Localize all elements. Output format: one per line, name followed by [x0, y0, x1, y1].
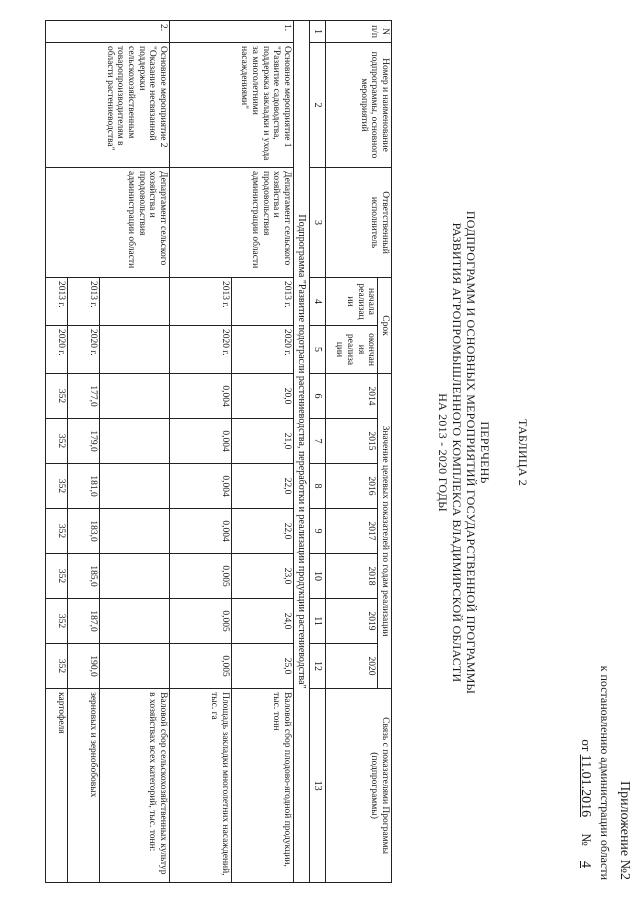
value-cell: 23,0: [232, 554, 294, 599]
value-cell: [100, 509, 170, 554]
value-cell: 190,0: [68, 644, 100, 689]
value-cell: 179,0: [68, 419, 100, 464]
value-cell: 0,005: [170, 599, 232, 644]
col-number: 4: [310, 278, 326, 326]
heading-line1: ПОДПРОГРАММ И ОСНОВНЫХ МЕРОПРИЯТИЙ ГОСУДАРСТВЕННОЙ ПРОГРАММЫ: [464, 210, 478, 695]
value-cell: [100, 464, 170, 509]
table-row: [232, 21, 294, 883]
header-year: 2019: [326, 599, 378, 644]
value-cell: 0,004: [170, 374, 232, 419]
row-num: 1.: [170, 21, 294, 43]
value-cell: 0,004: [170, 419, 232, 464]
value-cell: 177,0: [68, 374, 100, 419]
col-number: 9: [310, 509, 326, 554]
value-cell: [100, 419, 170, 464]
header-term-start: начала реализац ии: [326, 278, 378, 326]
subprogram-row: [294, 21, 310, 883]
col-number: 13: [310, 689, 326, 883]
header-year: 2015: [326, 419, 378, 464]
row-executor: Департамент сельского хозяйства и продовольствия администрации области: [170, 168, 294, 278]
col-number: 1: [310, 21, 326, 43]
header-row-1: [378, 21, 392, 883]
heading-line2: РАЗВИТИЯ АГРОПРОМЫШЛЕННОГО КОМПЛЕКСА ВЛАДИМИРСКОЙ ОБЛАСТИ: [450, 222, 464, 683]
value-cell: 352: [46, 509, 68, 554]
header-executor: Ответственный исполнитель: [326, 168, 392, 278]
value-cell: 352: [46, 419, 68, 464]
row-name: Основное мероприятие 1 "Развитие садоводства, поддержка закладки и ухода за многолетними насаждениями": [170, 43, 294, 168]
value-cell: 22,0: [232, 509, 294, 554]
term-end: 2020 г.: [68, 326, 100, 374]
column-numbers-row: [310, 21, 326, 883]
row-executor: Департамент сельского хозяйства и продовольствия администрации области: [46, 168, 170, 278]
appendix-title: Приложение №2: [617, 781, 632, 880]
value-cell: 187,0: [68, 599, 100, 644]
term-end: 2020 г.: [170, 326, 232, 374]
appendix-date-line: [577, 600, 594, 880]
value-cell: 20,0: [232, 374, 294, 419]
col-number: 3: [310, 168, 326, 278]
value-cell: [100, 374, 170, 419]
value-cell: 21,0: [232, 419, 294, 464]
row-name: Основное мероприятие 2 "Оказание несвязанной поддержки сельскохозяйственным товаропроизводителям в области растениеводства": [46, 43, 170, 168]
value-cell: [100, 644, 170, 689]
heading-title: ПЕРЕЧЕНЬ: [478, 421, 492, 484]
link-cell: Валовой сбор плодово-ягодной продукции, тыс. тонн: [232, 689, 294, 883]
value-cell: 24,0: [232, 599, 294, 644]
value-cell: 0,004: [170, 509, 232, 554]
value-cell: 185,0: [68, 554, 100, 599]
term-start: [100, 278, 170, 326]
col-number: 7: [310, 419, 326, 464]
value-cell: 183,0: [68, 509, 100, 554]
subprogram-title: Подпрограмма "Развитие подотрасли растениеводства, переработки и реализации продукции растениеводства": [294, 21, 310, 883]
term-start: 2013 г.: [232, 278, 294, 326]
col-number: 11: [310, 599, 326, 644]
term-start: 2013 г.: [68, 278, 100, 326]
row-num: 2.: [46, 21, 170, 43]
value-cell: [100, 599, 170, 644]
link-cell: картофеля: [46, 689, 68, 883]
term-end: 2020 г.: [46, 326, 68, 374]
date-prefix: от: [579, 739, 594, 752]
col-number: 8: [310, 464, 326, 509]
table-label: ТАБЛИЦА 2: [516, 419, 530, 486]
header-indicators: Значение целевых показателей по годам реализации: [378, 374, 392, 689]
value-cell: 352: [46, 464, 68, 509]
col-number: 5: [310, 326, 326, 374]
value-cell: [100, 554, 170, 599]
col-number: 2: [310, 43, 326, 168]
table-row: [100, 21, 170, 883]
header-year: 2018: [326, 554, 378, 599]
header-year: 2020: [326, 644, 378, 689]
value-cell: 352: [46, 599, 68, 644]
value-cell: 352: [46, 644, 68, 689]
header-name: Номер и наименование подпрограммы, основного мероприятий: [326, 43, 392, 168]
header-link: Связь с показателями Программы (подпрограммы): [326, 689, 392, 883]
col-number: 12: [310, 644, 326, 689]
appendix-line2: к постановлению администрации области: [598, 665, 612, 880]
value-cell: 25,0: [232, 644, 294, 689]
link-cell: Площадь закладки многолетних насаждений, тыс. га: [170, 689, 232, 883]
value-cell: 0,005: [170, 554, 232, 599]
measures-table: [45, 20, 392, 883]
value-cell: 0,004: [170, 464, 232, 509]
term-end: 2020 г.: [232, 326, 294, 374]
value-cell: 181,0: [68, 464, 100, 509]
header-term-end: окончан ия реализа ции: [326, 326, 378, 374]
value-cell: 352: [46, 554, 68, 599]
appendix-date: 11.01.2016: [578, 754, 593, 818]
link-cell: зерновых и зернобобовых: [68, 689, 100, 883]
value-cell: 0,005: [170, 644, 232, 689]
appendix-number: 4: [578, 861, 593, 868]
col-number: 10: [310, 554, 326, 599]
heading-line3: НА 2013 - 2020 ГОДЫ: [436, 393, 450, 512]
value-cell: 22,0: [232, 464, 294, 509]
term-start: 2013 г.: [170, 278, 232, 326]
header-year: 2014: [326, 374, 378, 419]
header-num: N п/п: [326, 21, 392, 43]
link-cell: Валовой сбор сельскохозяйственных культур в хозяйствах всех категорий, тыс. тонн:: [100, 689, 170, 883]
term-start: 2013 г.: [46, 278, 68, 326]
header-year: 2017: [326, 509, 378, 554]
number-prefix: №: [579, 833, 594, 846]
value-cell: 352: [46, 374, 68, 419]
term-end: [100, 326, 170, 374]
header-term: Срок: [378, 278, 392, 374]
header-year: 2016: [326, 464, 378, 509]
col-number: 6: [310, 374, 326, 419]
